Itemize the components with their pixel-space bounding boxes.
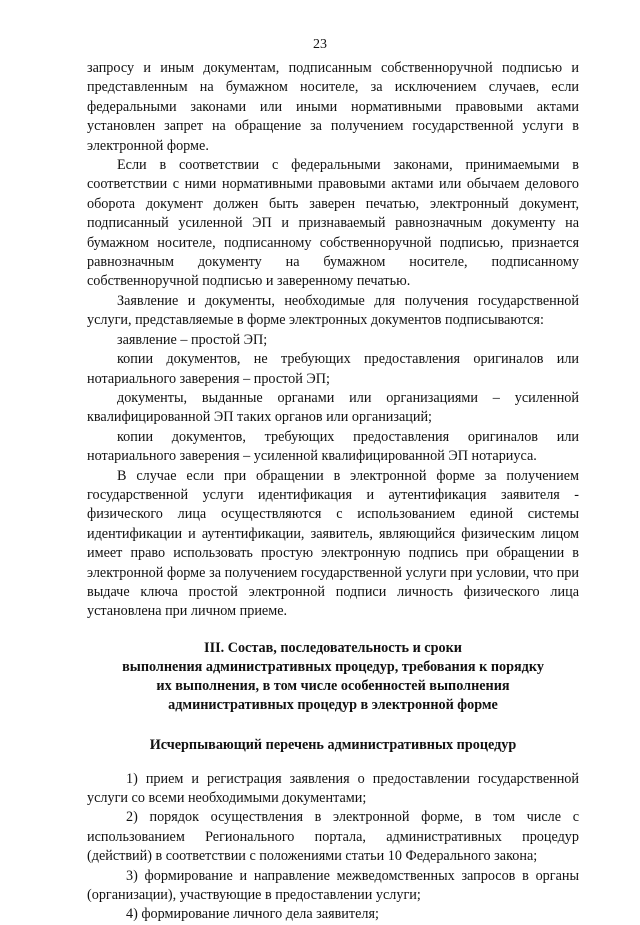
paragraph-continuation: запросу и иным документам, подписанным собственноручной подписью и представленным на бумажном носителе, за исключением случаев, если федеральными законами или иными нормативными правовыми актами установлен запрет на обращение за получением государственной услуги в электронной форме. xyxy=(87,60,579,154)
procedure-item: 4) формирование личного дела заявителя; xyxy=(126,906,379,923)
procedure-item: 3) формирование и направление межведомственных запросов в органы (организации), участвующие в предоставлении услуги; xyxy=(87,867,579,904)
paragraph-identification: В случае если при обращении в электронной форме за получением государственной услуги идентификация и аутентификация заявителя - физического лица осуществляются с использованием единой системы идентификации и аутентификации, заявитель, являющийся физическим лицом имеет право использовать простую электронную подпись при обращении в электронной форме за получением государственной услуги при условии, что при выдаче ключа простой электронной подписи личность физического лица установлена при личном приеме. xyxy=(87,467,579,620)
paragraph-copies-simple-signature: копии документов, не требующих предоставления оригиналов или нотариального заверения – простой ЭП; xyxy=(87,351,579,387)
document-body xyxy=(87,59,579,925)
section-title xyxy=(87,639,579,716)
paragraph-application-signature: заявление – простой ЭП; xyxy=(117,331,268,348)
section-title-line: административных процедур в электронной форме xyxy=(168,697,498,714)
procedure-item: 1) прием и регистрация заявления о предоставлении государственной услуги со всеми необходимыми документами; xyxy=(87,770,579,806)
section-title-line: III. Состав, последовательность и сроки xyxy=(204,639,462,656)
page-number: 23 xyxy=(313,37,327,52)
paragraph-copies-notary-signature: копии документов, требующих предоставления оригиналов или нотариального заверения – усиленной квалифицированной ЭП нотариуса. xyxy=(87,428,579,465)
paragraph-signing-intro: Заявление и документы, необходимые для получения государственной услуги, представляемые в форме электронных документов подписываются: xyxy=(87,292,579,329)
paragraph-seal-equivalence: Если в соответствии с федеральными законами, принимаемыми в соответствии с ними нормативными правовыми актами или обычаем делового оборота документ должен быть заверен печатью, электронный документ, подписанный усиленной ЭП и признаваемый равнозначным документу на бумажном носителе, подписанному собственноручной подписью, признается равнозначным документу на бумажном носителе, подписанному собственноручной подписью и заверенному печатью. xyxy=(87,157,579,290)
section-title-line: выполнения административных процедур, требования к порядку xyxy=(122,658,544,675)
subsection-title: Исчерпывающий перечень административных процедур xyxy=(149,736,517,753)
procedure-item: 2) порядок осуществления в электронной форме, в том числе с использованием Регионального портала, административных процедур (действий) в соответствии с положениями статьи 10 Федерального закона; xyxy=(87,809,579,865)
paragraph-issued-documents-signature: документы, выданные органами или организациями – усиленной квалифицированной ЭП таких органов или организаций; xyxy=(87,389,579,426)
section-title-line: их выполнения, в том числе особенностей выполнения xyxy=(156,678,510,695)
